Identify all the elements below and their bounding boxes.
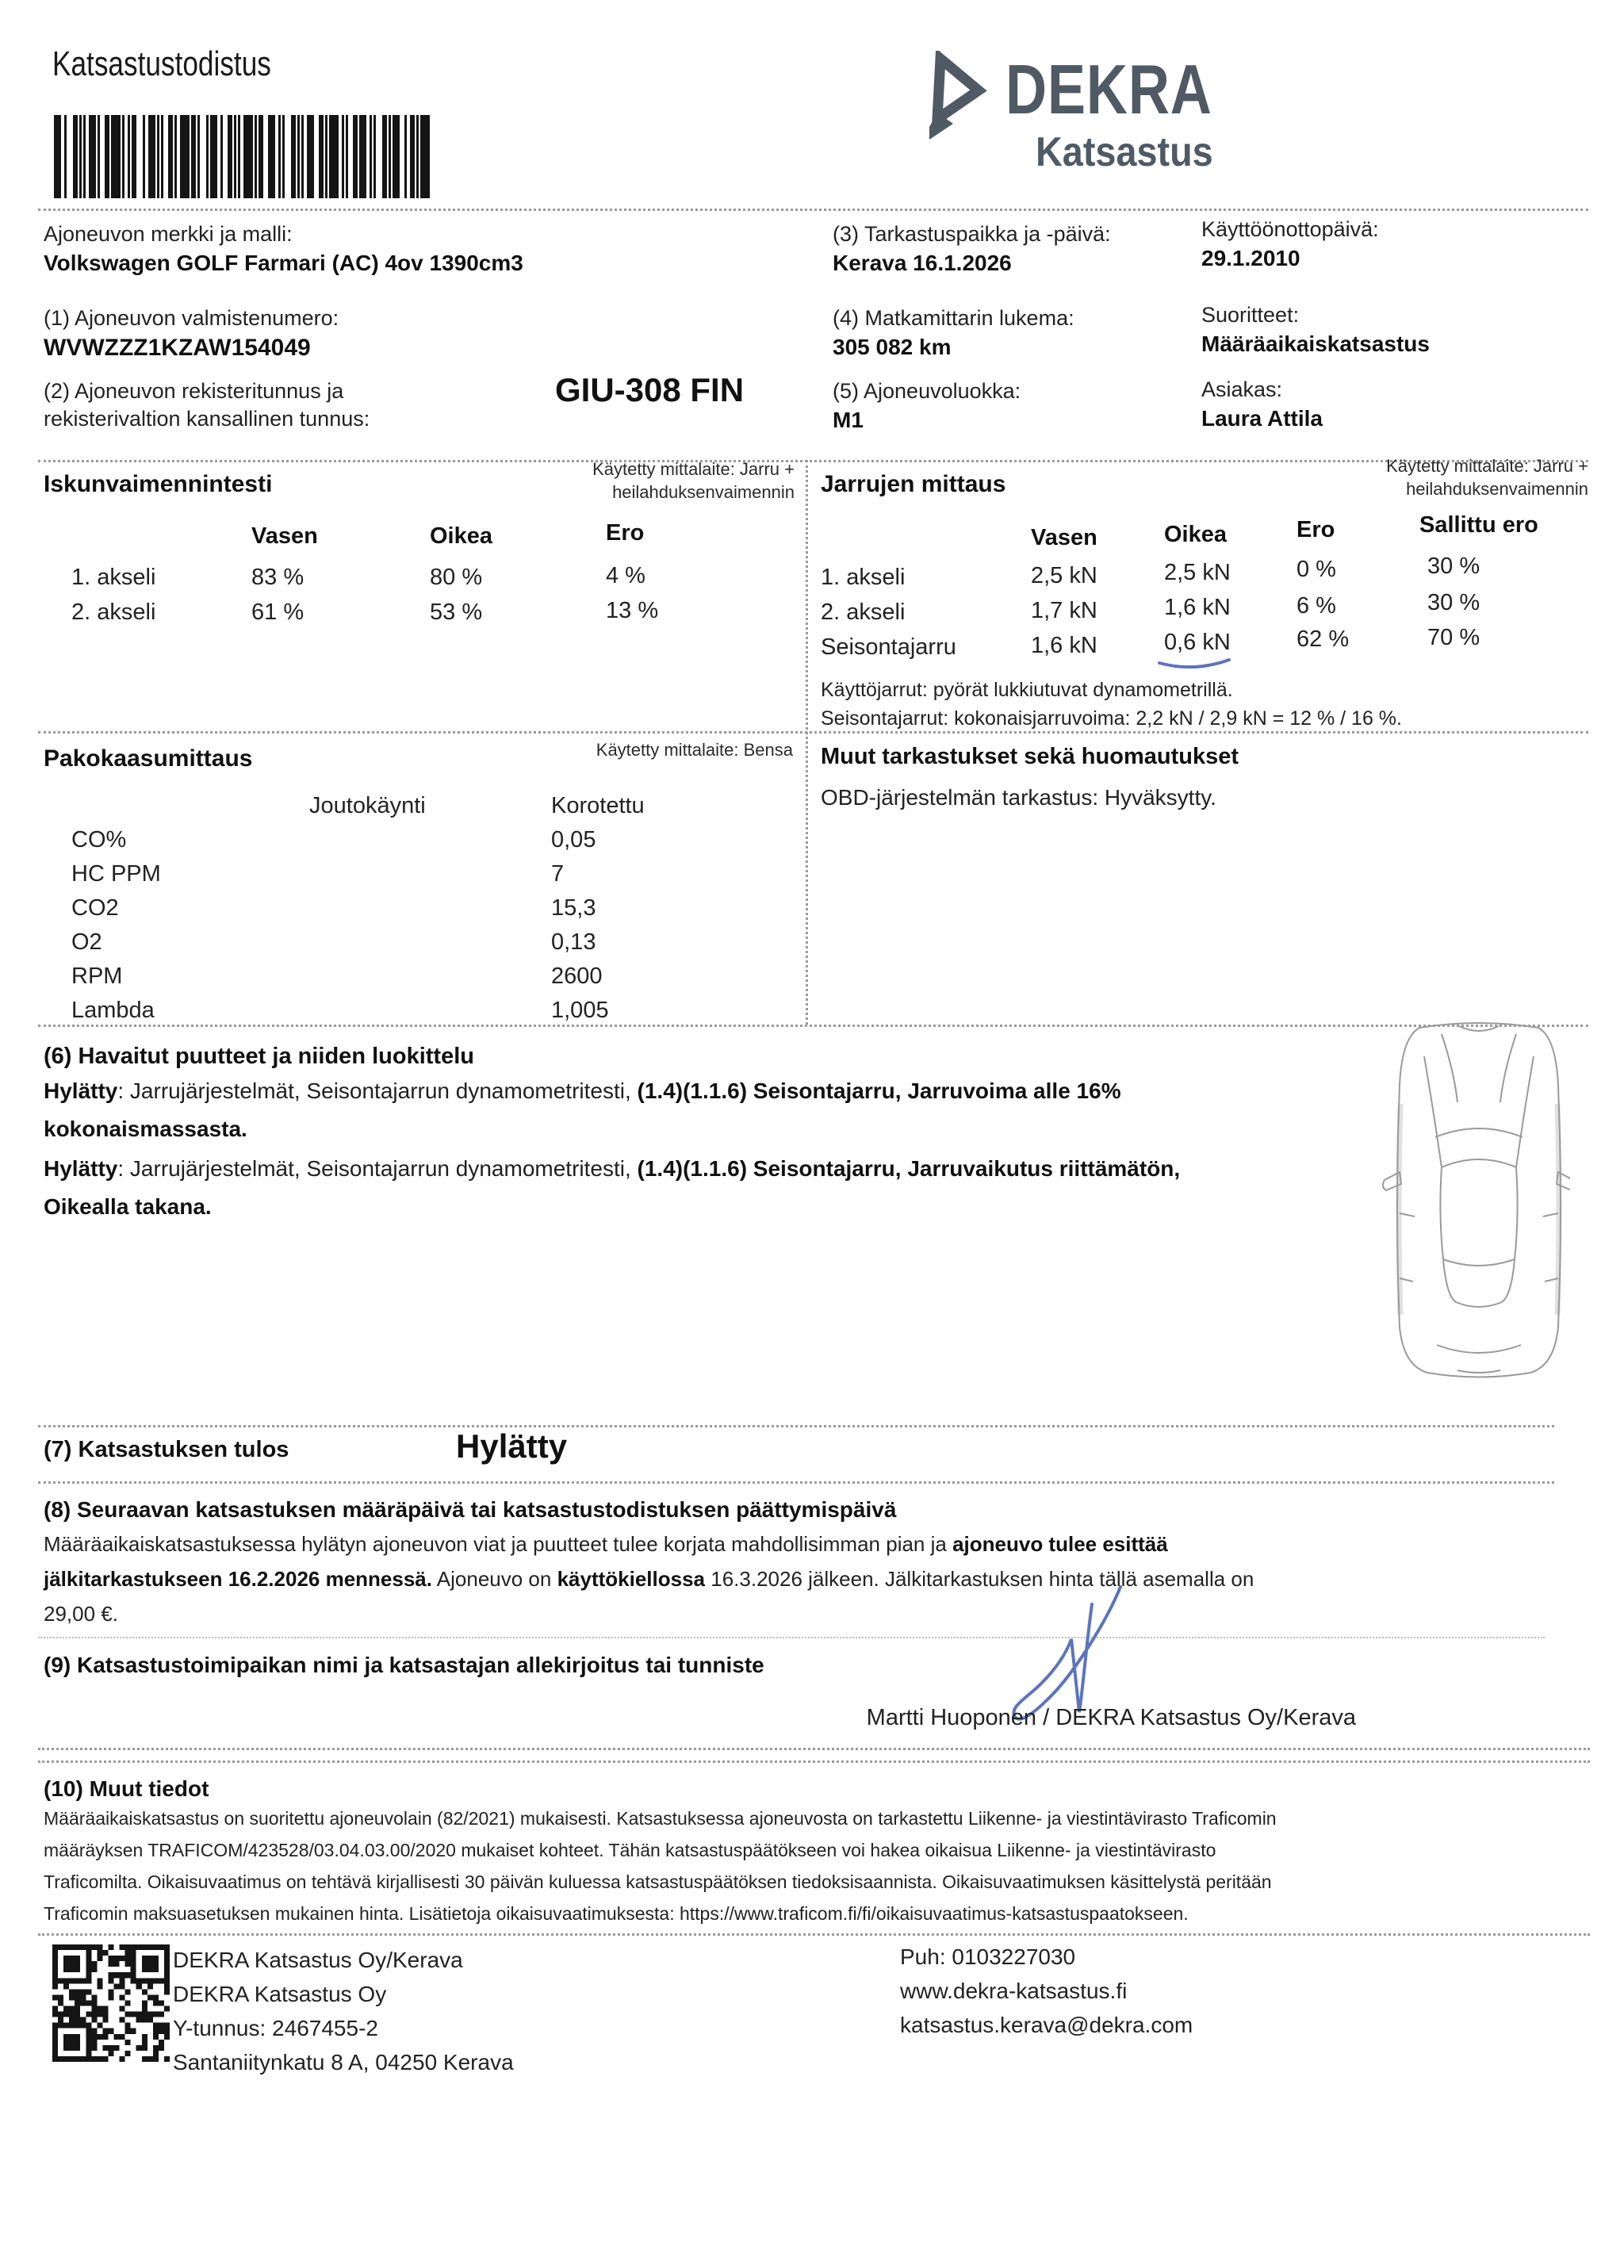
brake-cell: 30 % [1427, 554, 1480, 579]
qr-code [52, 1944, 170, 2062]
brake-cell: 1,6 kN [1031, 633, 1097, 658]
separator [38, 1481, 1554, 1484]
brake-test-title: Jarrujen mittaus [821, 471, 1006, 497]
brake-device-note-line1: Käytetty mittalaite: Jarru + [1386, 456, 1588, 476]
barcode [54, 115, 431, 198]
shock-cell: 4 % [606, 563, 645, 588]
separator-vertical [806, 460, 808, 1025]
footer-email: katsastus.kerava@dekra.com [900, 2013, 1193, 2037]
commissioning-date-label: Käyttöönottopäivä: [1201, 217, 1379, 241]
station-address: Santaniitynkatu 8 A, 04250 Kerava [173, 2050, 514, 2075]
next-inspection-bold: käyttökiellossa [557, 1567, 706, 1591]
vehicle-class-value: M1 [833, 408, 864, 432]
defect-line: Oikealla takana. [44, 1194, 212, 1219]
separator [38, 1760, 1590, 1763]
separator [38, 1425, 1554, 1427]
shock-row-label: 1. akseli [71, 565, 156, 590]
defect-code: (1.4)(1.1.6) Seisontajarru, Jarruvoima alle 16% [637, 1078, 1121, 1103]
exhaust-row-label: CO% [71, 827, 127, 852]
shock-row-label: 2. akseli [71, 600, 156, 625]
obd-check-result: OBD-järjestelmän tarkastus: Hyväksytty. [821, 785, 1216, 810]
next-inspection-text: 16.3.2026 jälkeen. Jälkitarkastuksen hinta tällä asemalla on [705, 1567, 1254, 1591]
signature-title: (9) Katsastustoimipaikan nimi ja katsastajan allekirjoitus tai tunniste [44, 1653, 764, 1677]
misc-title: (10) Muut tiedot [44, 1776, 209, 1801]
shock-cell: 61 % [251, 600, 304, 625]
services-value: Määräaikaiskatsastus [1201, 331, 1430, 356]
misc-line: Traficomilta. Oikaisuvaatimus on tehtävä kirjallisesti 30 päivän kuluessa katsastuspäätöksen tiedoksisaannista. Oikaisuvaatimuksen käsittelystä peritään [44, 1871, 1272, 1892]
exhaust-cell: 7 [551, 861, 565, 887]
station-name-line2: DEKRA Katsastus Oy [173, 1982, 387, 2006]
shock-test-title: Iskunvaimennintesti [44, 471, 273, 497]
brake-col-header-sallittu-ero: Sallittu ero [1419, 512, 1538, 538]
exhaust-row-label: Lambda [71, 998, 155, 1023]
brake-col-header-ero: Ero [1297, 517, 1335, 542]
vin-value: WVWZZZ1KZAW154049 [44, 335, 311, 361]
inspection-place-label: (3) Tarkastuspaikka ja -päivä: [833, 222, 1111, 246]
misc-line: määräyksen TRAFICOM/423528/03.04.03.00/2020 mukaiset kohteet. Tähän katsastuspäätökseen voi hakea oikaisua Liikenne- ja viestintävirasto [44, 1840, 1216, 1860]
next-inspection-text: Ajoneuvo on [432, 1567, 557, 1591]
next-inspection-text: Määräaikaiskatsastuksessa hylätyn ajoneuvon viat ja puutteet tulee korjata mahdollisimman pian ja [44, 1532, 953, 1556]
shock-device-note-line1: Käytetty mittalaite: Jarru + [592, 459, 795, 479]
commissioning-date-value: 29.1.2010 [1201, 246, 1300, 270]
station-business-id: Y-tunnus: 2467455-2 [173, 2016, 378, 2040]
next-inspection-line: 29,00 €. [44, 1602, 118, 1626]
misc-line: Traficomin maksuasetuksen mukainen hinta. Lisätietoja oikaisuvaatimuksesta: https://www.traficom.fi/fi/oikaisuvaatimus-katsastuspaatokseen. [44, 1903, 1189, 1924]
separator [38, 1025, 1588, 1027]
shock-cell: 53 % [430, 600, 483, 625]
defect-line: kokonaismassasta. [44, 1117, 247, 1141]
exhaust-col-header-idle: Joutokäynti [309, 793, 426, 818]
shock-device-note [592, 458, 795, 504]
exhaust-cell: 0,13 [551, 929, 596, 955]
odometer-label: (4) Matkamittarin lukema: [833, 306, 1074, 330]
exhaust-row-label: HC PPM [71, 861, 161, 887]
brake-row-label: 1. akseli [821, 565, 906, 590]
car-top-view-diagram [1380, 1015, 1570, 1385]
registration-plate: GIU-308 FIN [555, 371, 745, 408]
shock-col-header-vasen: Vasen [251, 523, 318, 549]
odometer-value: 305 082 km [833, 335, 952, 359]
defect-status: Hylätty [44, 1156, 118, 1181]
separator [38, 1637, 1545, 1638]
customer-label: Asiakas: [1201, 377, 1283, 401]
separator [38, 460, 1588, 462]
defect-code: (1.4)(1.1.6) Seisontajarru, Jarruvaikutus riittämätön, [637, 1156, 1181, 1181]
brake-device-note-line2: heilahduksenvaimennin [1406, 478, 1588, 499]
vin-label: (1) Ajoneuvon valmistenumero: [44, 306, 339, 330]
next-inspection-bold: ajoneuvo tulee esittää [952, 1532, 1168, 1556]
result-value: Hylätty [456, 1427, 568, 1465]
exhaust-device-note: Käytetty mittalaite: Bensa [596, 740, 793, 760]
result-label: (7) Katsastuksen tulos [44, 1437, 289, 1462]
separator [38, 209, 1588, 211]
reg-label-line2: rekisterivaltion kansallinen tunnus: [44, 407, 370, 431]
defect-status: Hylätty [44, 1078, 118, 1103]
brake-row-label: 2. akseli [821, 600, 906, 625]
brake-cell: 70 % [1427, 625, 1480, 650]
next-inspection-line [44, 1532, 1168, 1557]
reg-label-line1: (2) Ajoneuvon rekisteritunnus ja [44, 379, 344, 403]
pen-underline-ink [1156, 657, 1232, 674]
dekra-arrow-icon [929, 51, 988, 140]
separator [38, 1748, 1590, 1750]
shock-cell: 13 % [606, 598, 659, 623]
defect-text: : Jarrujärjestelmät, Seisontajarrun dynamometritesti, [117, 1078, 638, 1103]
inspection-place-value: Kerava 16.1.2026 [833, 251, 1012, 275]
brake-cell: 62 % [1297, 626, 1350, 652]
misc-line: Määräaikaiskatsastus on suoritettu ajoneuvolain (82/2021) mukaisesti. Katsastuksessa ajoneuvosta on tarkastettu Liikenne- ja viestintävirasto Traficomin [44, 1808, 1277, 1829]
next-inspection-bold: jälkitarkastukseen 16.2.2026 mennessä. [44, 1567, 432, 1591]
brake-note-1: Käyttöjarrut: pyörät lukkiutuvat dynamometrillä. [821, 679, 1233, 701]
doc-title: Katsastustodistus [52, 44, 271, 83]
other-checks-title: Muut tarkastukset sekä huomautukset [821, 744, 1239, 769]
vehicle-class-label: (5) Ajoneuvoluokka: [833, 379, 1021, 403]
brake-col-header-vasen: Vasen [1031, 525, 1097, 550]
exhaust-cell: 0,05 [551, 827, 596, 852]
exhaust-cell: 15,3 [551, 895, 596, 921]
dekra-logo [929, 48, 1532, 182]
separator [38, 731, 1588, 734]
dekra-sub-brand: Katsastus [1036, 129, 1213, 175]
exhaust-title: Pakokaasumittaus [44, 745, 253, 772]
customer-value: Laura Attila [1201, 406, 1323, 431]
signer-name: Martti Huoponen / DEKRA Katsastus Oy/Kerava [866, 1705, 1356, 1730]
exhaust-row-label: RPM [71, 964, 123, 989]
vehicle-make-value: Volkswagen GOLF Farmari (AC) 4ov 1390cm3 [44, 251, 523, 275]
exhaust-row-label: CO2 [71, 895, 119, 921]
brake-note-2: Seisontajarrut: kokonaisjarruvoima: 2,2 kN / 2,9 kN = 12 % / 16 %. [821, 707, 1402, 730]
exhaust-cell: 1,005 [551, 998, 609, 1023]
next-inspection-title: (8) Seuraavan katsastuksen määräpäivä tai katsastustodistuksen päättymispäivä [44, 1497, 897, 1522]
brake-cell: 30 % [1427, 590, 1480, 615]
defect-text: : Jarrujärjestelmät, Seisontajarrun dynamometritesti, [117, 1156, 638, 1181]
defects-title: (6) Havaitut puutteet ja niiden luokittelu [44, 1044, 474, 1069]
station-name-line1: DEKRA Katsastus Oy/Kerava [173, 1948, 463, 1972]
exhaust-cell: 2600 [551, 964, 603, 989]
brake-cell: 2,5 kN [1031, 563, 1097, 588]
shock-cell: 83 % [251, 565, 304, 590]
defect-line [44, 1078, 1121, 1104]
brake-cell: 1,6 kN [1164, 595, 1231, 620]
exhaust-col-header-raised: Korotettu [551, 793, 645, 818]
shock-device-note-line2: heilahduksenvaimennin [612, 481, 795, 502]
footer-website: www.dekra-katsastus.fi [900, 1979, 1128, 2003]
brake-col-header-oikea: Oikea [1164, 522, 1227, 547]
dekra-brand: DEKRA [1005, 50, 1212, 128]
brake-cell: 2,5 kN [1164, 560, 1231, 585]
services-label: Suoritteet: [1201, 303, 1300, 327]
brake-cell: 0,6 kN [1164, 630, 1231, 655]
shock-col-header-ero: Ero [606, 520, 645, 546]
exhaust-row-label: O2 [71, 929, 102, 955]
brake-cell: 0 % [1297, 557, 1336, 582]
shock-col-header-oikea: Oikea [430, 523, 492, 549]
separator [38, 1933, 1590, 1936]
brake-cell: 6 % [1297, 593, 1336, 619]
brake-device-note [1386, 455, 1588, 500]
brake-cell: 1,7 kN [1031, 598, 1097, 623]
footer-phone: Puh: 0103227030 [900, 1944, 1076, 1969]
brake-row-label: Seisontajarru [821, 634, 956, 660]
defect-line [44, 1156, 1180, 1182]
shock-cell: 80 % [430, 565, 483, 590]
vehicle-make-label: Ajoneuvon merkki ja malli: [44, 222, 293, 246]
